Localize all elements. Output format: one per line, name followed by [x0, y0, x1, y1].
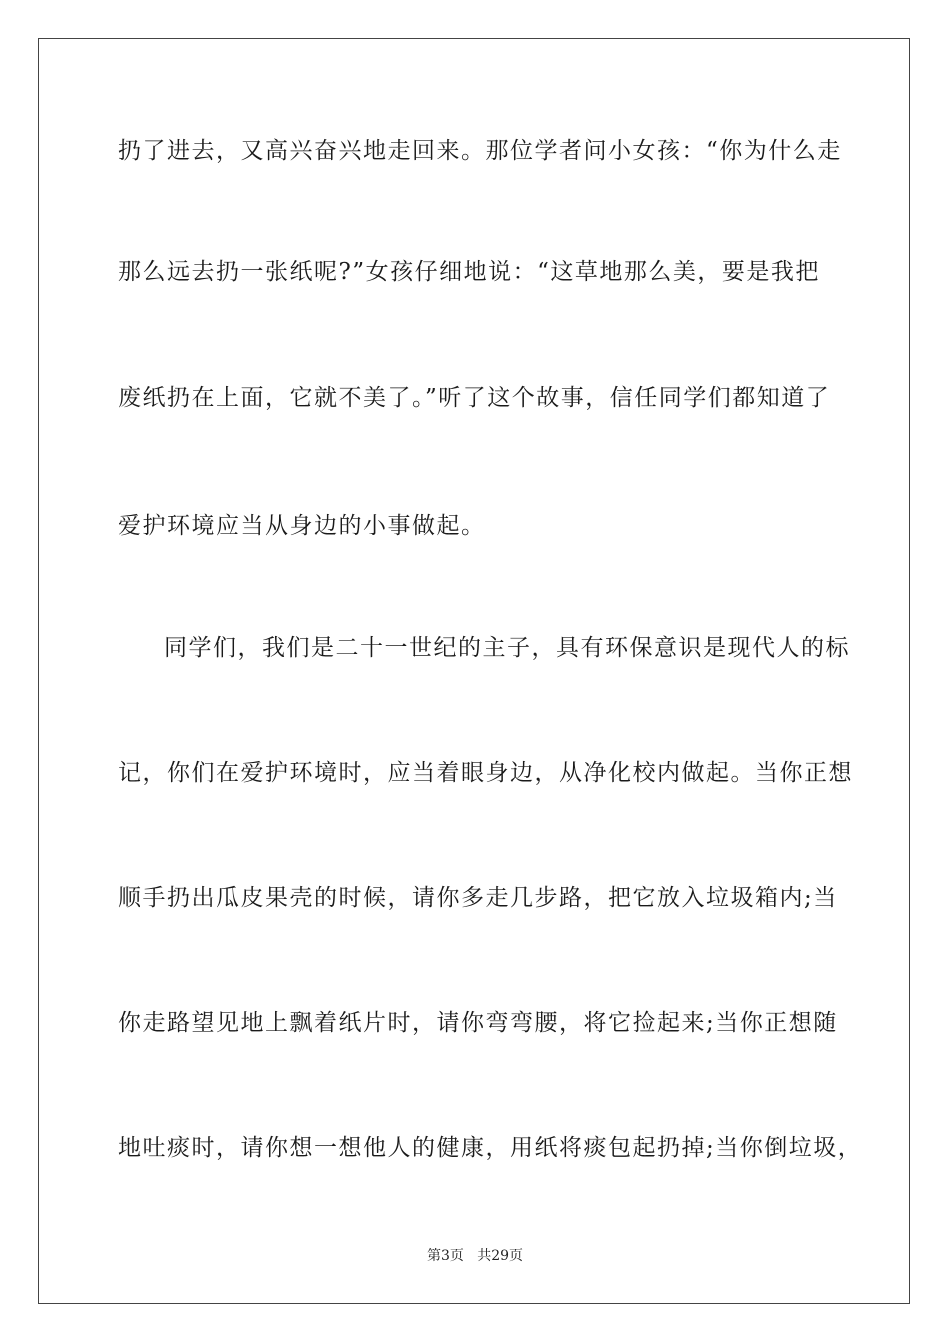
paragraph-line: 地吐痰时，请你想一想他人的健康，用纸将痰包起扔掉;当你倒垃圾，: [118, 1135, 863, 1161]
page-number-footer: 第3页 共29页: [426, 1248, 524, 1264]
paragraph-line: 你走路望见地上飘着纸片时，请你弯弯腰，将它捡起来;当你正想随: [118, 1010, 838, 1036]
paragraph-line: 顺手扔出瓜皮果壳的时候，请你多走几步路，把它放入垃圾箱内;当: [118, 885, 838, 911]
paragraph-line: 扔了进去，又高兴奋兴地走回来。那位学者问小女孩：“你为什么走: [118, 138, 842, 164]
paragraph-line: 同学们，我们是二十一世纪的主子，具有环保意识是现代人的标: [164, 635, 850, 661]
paragraph-line: 废纸扔在上面，它就不美了。”听了这个故事，信任同学们都知道了: [118, 385, 831, 411]
paragraph-line: 那么远去扔一张纸呢?”女孩仔细地说：“这草地那么美，要是我把: [118, 259, 820, 285]
paragraph-line: 记，你们在爱护环境时，应当着眼身边，从净化校内做起。当你正想: [118, 760, 853, 786]
paragraph-line: 爱护环境应当从身边的小事做起。: [118, 513, 486, 539]
page-border: [38, 38, 910, 1304]
